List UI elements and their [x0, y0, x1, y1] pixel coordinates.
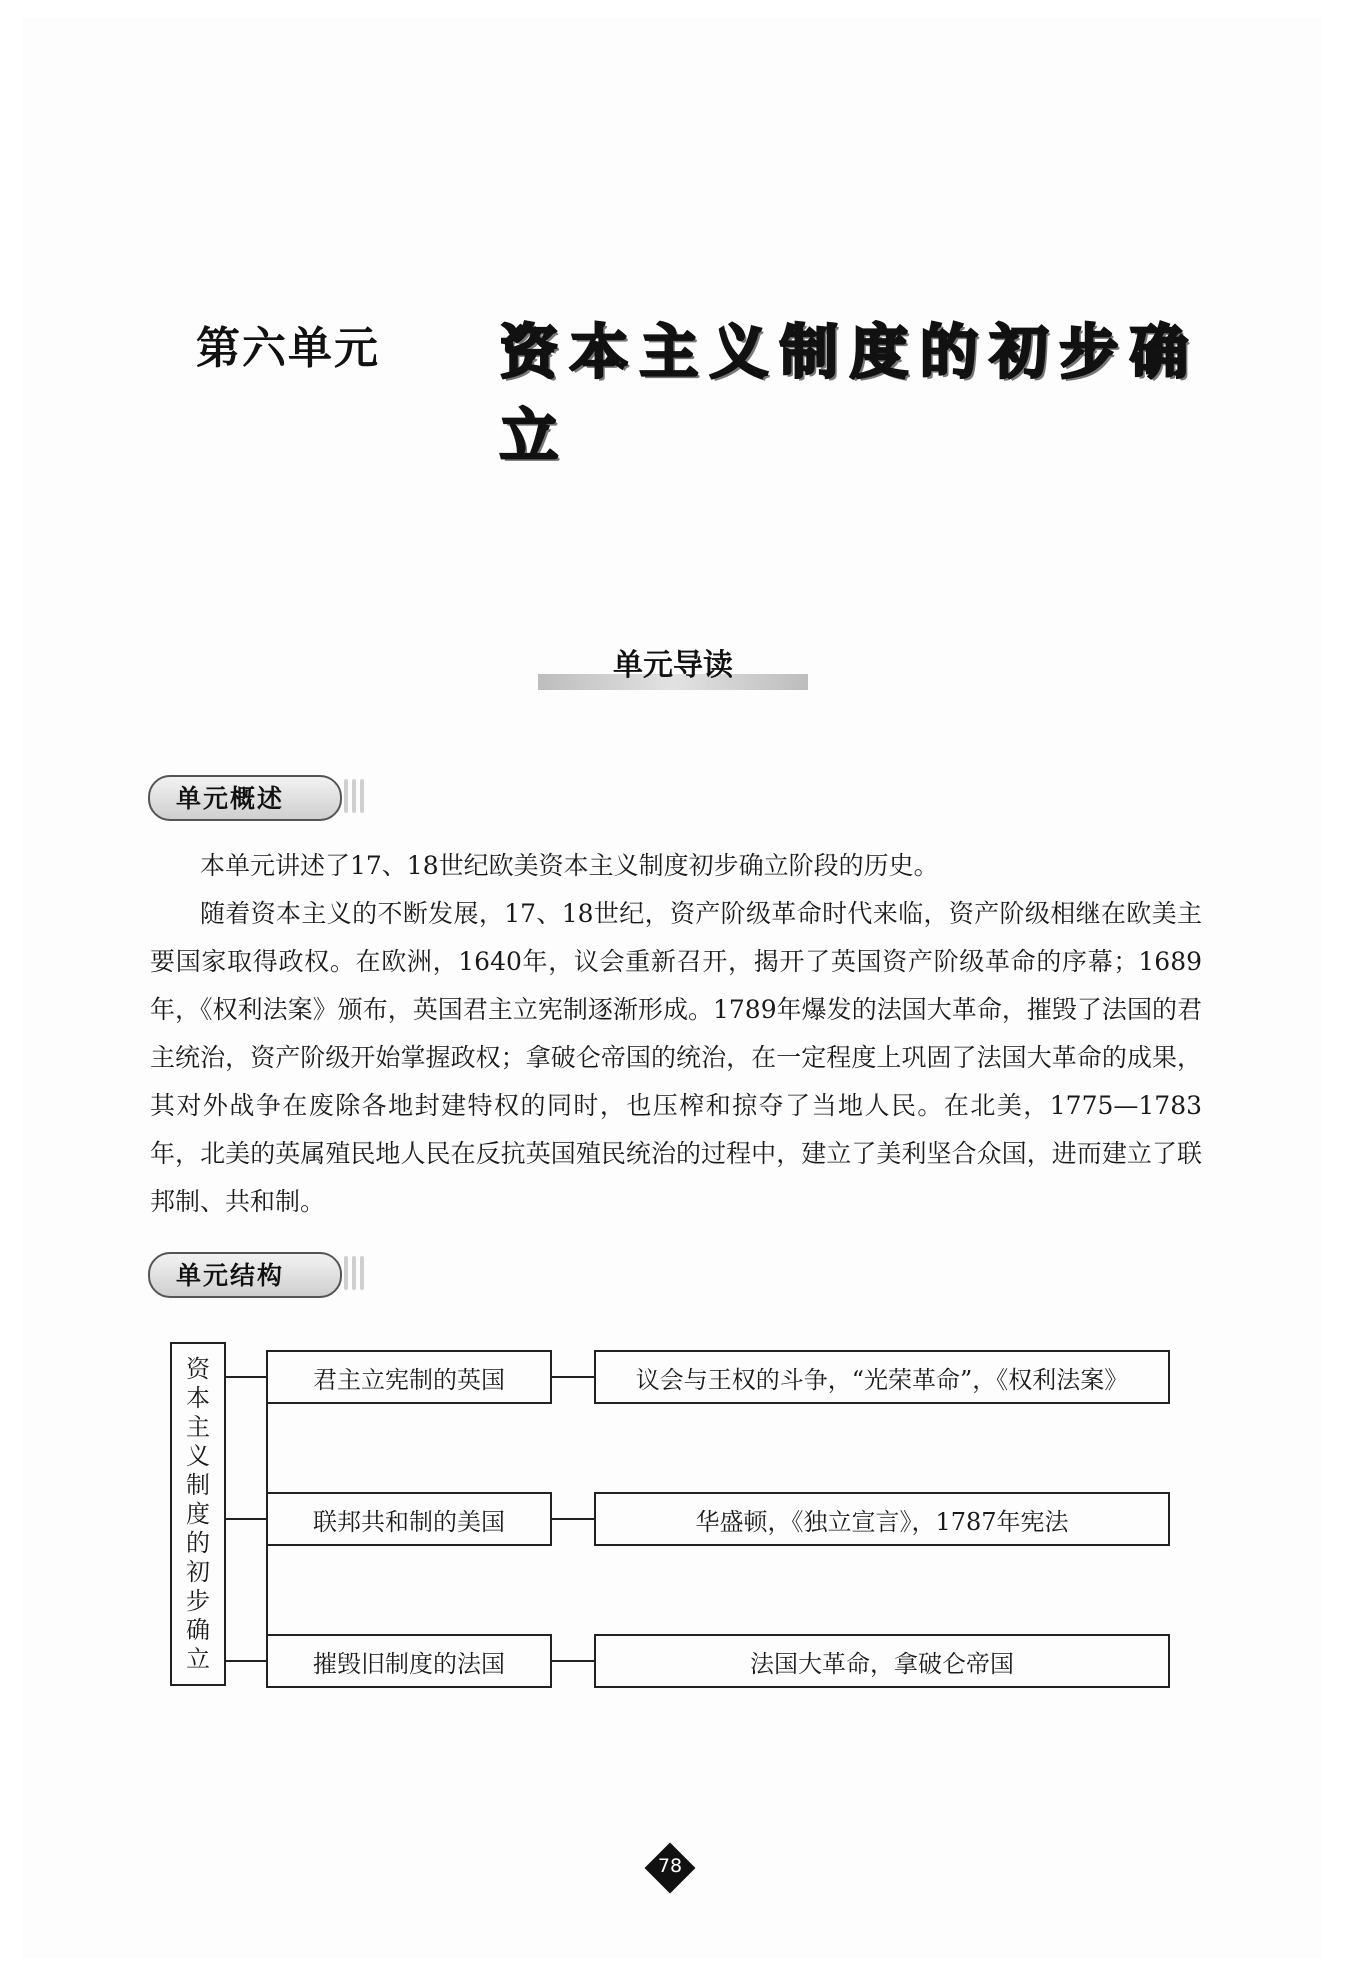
- detail-box-britain: 议会与王权的斗争，“光荣革命”，《权利法案》: [594, 1350, 1170, 1404]
- guide-heading: [538, 640, 808, 690]
- page-number: [644, 1842, 696, 1894]
- root-char: 主: [186, 1412, 210, 1441]
- guide-heading-text: 单元导读: [613, 648, 733, 683]
- overview-section-tag: [148, 775, 360, 819]
- unit-title: 资本主义制度的初步确立: [500, 318, 1201, 470]
- root-char: 资: [186, 1354, 210, 1383]
- root-char: 本: [186, 1383, 210, 1412]
- structure-root-box: [170, 1342, 226, 1686]
- structure-section-tag: [148, 1252, 360, 1296]
- connector: [226, 1376, 266, 1378]
- root-char: 步: [186, 1586, 210, 1615]
- overview-paragraph-1: 本单元讲述了17、18世纪欧美资本主义制度初步确立阶段的历史。: [200, 851, 939, 880]
- connector: [226, 1660, 266, 1662]
- root-char: 义: [186, 1441, 210, 1470]
- structure-heading: 单元结构: [176, 1261, 285, 1290]
- connector: [226, 1518, 266, 1520]
- structure-diagram: [170, 1342, 1170, 1692]
- connector: [552, 1376, 594, 1378]
- topic-box-france: 摧毁旧制度的法国: [266, 1634, 552, 1688]
- root-char: 的: [186, 1528, 210, 1557]
- overview-text: [150, 842, 1202, 1226]
- root-char: 初: [186, 1557, 210, 1586]
- page-number-text: 78: [657, 1855, 683, 1877]
- topic-box-usa: 联邦共和制的美国: [266, 1492, 552, 1546]
- overview-paragraph-2: 随着资本主义的不断发展，17、18世纪，资产阶级革命时代来临，资产阶级相继在欧美主要国家取得政权。在欧洲，1640年，议会重新召开，揭开了英国资产阶级革命的序幕；1689年，《权利法案》颁布，英国君主立宪制逐渐形成。1789年爆发的法国大革命，摧毁了法国的君主统治，资产阶级开始掌握政权；拿破仑帝国的统治，在一定程度上巩固了法国大革命的成果，其对外战争在废除各地封建特权的同时，也压榨和掠夺了当地人民。在北美，1775—1783年，北美的英属殖民地人民在反抗英国殖民统治的过程中，建立了美利坚合众国，进而建立了联邦制、共和制。: [150, 899, 1202, 1216]
- detail-box-france: 法国大革命，拿破仑帝国: [594, 1634, 1170, 1688]
- root-char: 确: [186, 1615, 210, 1644]
- root-char: 度: [186, 1499, 210, 1528]
- root-char: 制: [186, 1470, 210, 1499]
- unit-label: 第六单元: [196, 323, 380, 374]
- connector: [552, 1518, 594, 1520]
- overview-heading: 单元概述: [176, 784, 285, 813]
- root-char: 立: [186, 1644, 210, 1673]
- connector: [552, 1660, 594, 1662]
- detail-box-usa: 华盛顿，《独立宣言》，1787年宪法: [594, 1492, 1170, 1546]
- topic-box-britain: 君主立宪制的英国: [266, 1350, 552, 1404]
